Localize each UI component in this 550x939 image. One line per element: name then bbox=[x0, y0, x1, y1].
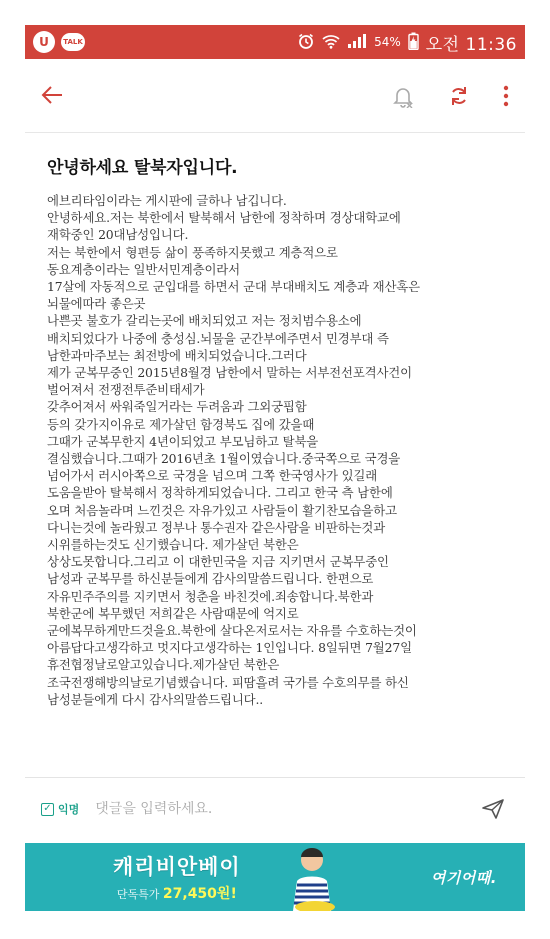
ad-banner[interactable] bbox=[25, 843, 525, 911]
phone-screen bbox=[25, 25, 525, 915]
post-line: 갖추어져서 싸워죽일거라는 두려움과 그외궁핍함 bbox=[47, 399, 307, 415]
post-line: 재학중인 20대남성입니다. bbox=[47, 227, 189, 243]
post-line: 벌어져서 전쟁전투준비태세가 bbox=[47, 382, 205, 398]
battery-icon bbox=[408, 32, 419, 53]
post-line: 휴전협정날로알고있습니다.제가살던 북한은 bbox=[47, 657, 280, 673]
refresh-icon[interactable] bbox=[447, 84, 471, 108]
post-line: 남성과 군복무를 하신분들에게 감사의말씀드립니다. 한편으로 bbox=[47, 571, 374, 587]
post-line: 남성분들에게 다시 감사의말씀드립니다.. bbox=[47, 691, 264, 707]
post-line: 안녕하세요.저는 북한에서 탈북해서 남한에 정착하며 경상대학교에 bbox=[47, 210, 401, 226]
send-icon[interactable] bbox=[477, 798, 509, 820]
anonymous-toggle[interactable] bbox=[41, 801, 79, 817]
signal-icon bbox=[347, 33, 367, 52]
post-line: 결심했습니다.그때가 2016년초 1월이였습니다.중국쪽으로 국경을 bbox=[47, 451, 401, 467]
post-line: 남한과마주보는 최전방에 배치되었습니다.그러다 bbox=[47, 347, 307, 363]
post-line: 자유민주주의를 지키면서 청춘을 바친것에.죄송합니다.북한과 bbox=[47, 588, 374, 604]
post-line: 17살에 자동적으로 군입대를 하면서 군대 부대배치도 계층과 재산혹은 bbox=[47, 279, 420, 295]
post-line: 동요계층이라는 일반서민계층이라서 bbox=[47, 261, 240, 277]
post-line: 넘어가서 러시아쪽으로 국경을 넘으며 그쪽 한국영사가 있길래 bbox=[47, 468, 378, 484]
post-line: 다니는것에 놀라웠고 정부나 통수권자 같은사람을 비판하는것과 bbox=[47, 519, 386, 535]
kakaotalk-icon: TALK bbox=[61, 33, 85, 51]
post-line: 오며 처음놀라며 느낀것은 자유가있고 사람들이 활기찬모습을하고 bbox=[47, 502, 397, 518]
back-arrow-icon[interactable] bbox=[41, 82, 81, 110]
notification-off-icon[interactable] bbox=[391, 84, 415, 108]
post-line: 에브리타임이라는 게시판에 글하나 남깁니다. bbox=[47, 193, 287, 208]
ad-price: 단독특가 27,450원! bbox=[116, 886, 237, 902]
battery-percent: 54% bbox=[374, 35, 401, 49]
post-line: 조국전쟁해방의날로기념했습니다. 피땀흘려 국가를 수호의무를 하신 bbox=[47, 674, 409, 690]
post-line: 배치되었다가 나중에 충성심.뇌물을 군간부에주면서 민경부대 즉 bbox=[47, 330, 389, 346]
comment-input[interactable] bbox=[95, 801, 477, 817]
wifi-icon bbox=[322, 33, 340, 52]
ad-brand: 캐리비안베이 bbox=[113, 855, 241, 879]
ad-model-image bbox=[285, 843, 339, 911]
post-line: 군에복무하게만드것을요.북한에 살다온저로서는 자유를 수호하는것이 bbox=[47, 623, 417, 639]
checkbox-icon[interactable]: ✓ bbox=[41, 803, 54, 816]
post-line: 등의 갖가지이유로 제가살던 함경북도 집에 갔을때 bbox=[47, 416, 315, 432]
post-line: 상상도못합니다.그리고 이 대한민국을 지금 지키면서 군복무중인 bbox=[47, 554, 389, 570]
clock: 오전 11:36 bbox=[425, 34, 517, 55]
status-bar bbox=[25, 25, 525, 59]
comment-bar bbox=[25, 778, 525, 840]
post-line: 도움을받아 탈북해서 정착하게되었습니다. 그리고 한국 측 남한에 bbox=[47, 485, 393, 501]
more-vert-icon[interactable] bbox=[503, 85, 509, 107]
post-line: 시위를하는것도 신기했습니다. 제가살던 북한은 bbox=[47, 537, 299, 553]
post-line: 아름답다고생각하고 멋지다고생각하는 1인입니다. 8일뒤면 7월27일 bbox=[47, 640, 412, 656]
post-line: 뇌물에따라 좋은곳 bbox=[47, 296, 146, 312]
alarm-icon bbox=[297, 32, 315, 53]
post-title: 안녕하세요 탈북자입니다. bbox=[47, 158, 238, 178]
post-line: 제가 군복무중인 2015년8월경 남한에서 말하는 서부전선포격사건이 bbox=[47, 365, 412, 381]
uplus-app-icon: U bbox=[33, 31, 55, 53]
post-line: 그때가 군복무한지 4년이되었고 부모님하고 탈북을 bbox=[47, 433, 319, 449]
post-line: 나쁜곳 불호가 갈리는곳에 배치되었고 저는 정치범수용소에 bbox=[47, 313, 362, 329]
post-line: 북한군에 복무했던 저희같은 사람때문에 억지로 bbox=[47, 605, 299, 621]
app-bar bbox=[25, 59, 525, 133]
ad-advertiser-logo: 여기어때. bbox=[430, 868, 497, 887]
post-body bbox=[47, 192, 503, 708]
post-content bbox=[25, 133, 525, 708]
post-line: 저는 북한에서 형편등 삶이 풍족하지못했고 계층적으로 bbox=[47, 244, 338, 260]
anonymous-label: 익명 bbox=[58, 803, 80, 816]
